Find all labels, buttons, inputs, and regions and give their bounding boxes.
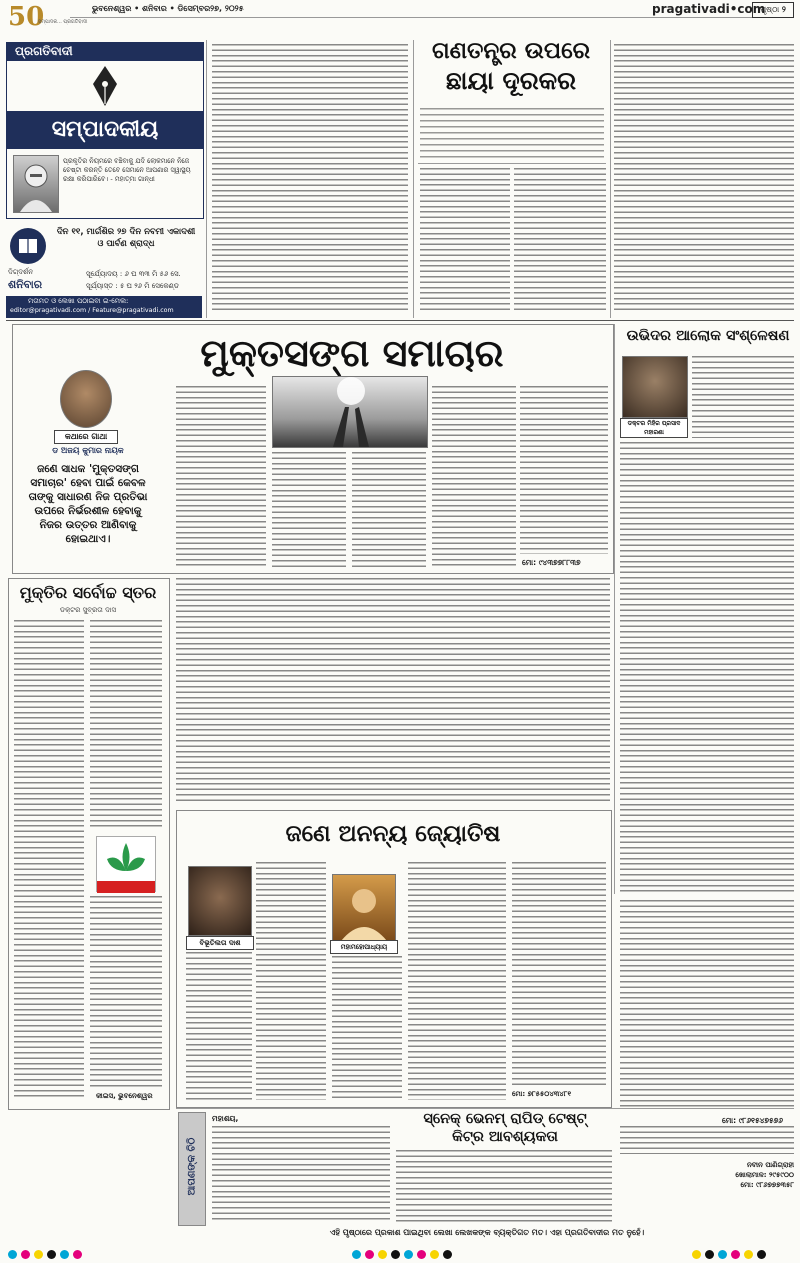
registration-marks-center xyxy=(350,1244,454,1263)
signature-phone: ମୋ: ୯୮୬୭୭୭୩୫୮ xyxy=(740,1181,794,1189)
column-divider xyxy=(614,324,615,894)
site-name[interactable]: pragativadi•com xyxy=(652,2,766,16)
feedback-label: ମତାମତ ଓ ଲେଖା ପଠାଇବା ଇ-ମେଲ: xyxy=(28,297,129,305)
editorial-headline-line2: ଛାୟା ଦୂରକର xyxy=(445,66,577,95)
disclaimer: ଏହି ପୃଷ୍ଠାରେ ପ୍ରକାଶ ପାଇଥିବା ଲେଖା ଲେଖକଙ୍କ ବ୍ୟକ୍ତିଗତ ମତ। ଏହା ପ୍ରଗତିବାଦୀର ମତ ନୁହେଁ। xyxy=(329,1228,645,1237)
side-author-name: ଡକ୍ଟର ମିହିର ପ୍ରସାଦ ମହାରଣା xyxy=(620,418,688,438)
feedback-bar xyxy=(6,296,202,318)
side-feature-col-top xyxy=(692,356,794,438)
feature-main-col5 xyxy=(520,386,608,554)
editorial-deck-rule xyxy=(418,163,606,164)
anniversary-caption: ସମ୍ପାଦକ... ପ୍ରଗତିବାଦୀ xyxy=(38,19,88,25)
column-divider xyxy=(413,40,414,318)
anniversary-number: 50 xyxy=(8,2,45,32)
mukti-col2-bottom xyxy=(90,896,162,1088)
author-name: ଡ ଅଜୟ କୁମାର ନାୟକ xyxy=(52,446,124,455)
editorial-body-col1 xyxy=(420,168,510,314)
letters-col2 xyxy=(396,1150,612,1222)
mukti-author: ଡକ୍ଟର ସୁବ୍ରତା ଦାସ xyxy=(59,606,117,614)
sunrise-time: ସୂର୍ଯ୍ୟୋଦୟ : ୬ ଘ ୩୩ ମି ୫୬ ସେ. xyxy=(86,270,181,278)
editorial-body-col2 xyxy=(514,168,606,314)
jyotish-col1 xyxy=(256,862,326,1100)
anniversary-logo xyxy=(8,2,88,32)
side-feature-col-lower xyxy=(620,900,794,1110)
feature-main-end-mark: ମୋ: ୯୪୩୭୭୮୮୩୭ xyxy=(522,558,581,567)
registration-marks-right xyxy=(690,1244,768,1263)
jyotish-headline: ଜଣେ ଅନନ୍ୟ ଜ୍ୟୋତିଷ xyxy=(285,820,501,847)
letters-side-label xyxy=(178,1112,206,1226)
jyotish-author-photo xyxy=(188,866,252,936)
jyotish-col0 xyxy=(186,952,252,1100)
jyotish-end-mark: ମୋ: ୭୮୫୫୦୪୩୪୮୧ xyxy=(512,1090,572,1098)
registration-marks-left xyxy=(6,1244,84,1263)
letters-rule xyxy=(176,1108,794,1109)
mukti-end-mark: କୀଇସ, ଭୁବନେଶ୍ୱର xyxy=(96,1092,153,1100)
page-label-text: ପୃଷ୍ଠା xyxy=(760,5,780,14)
letters-headline xyxy=(396,1110,614,1146)
book-icon xyxy=(10,228,46,264)
feature-main-col1 xyxy=(176,386,266,568)
paper-name-banner xyxy=(7,43,203,61)
masthead-panel xyxy=(6,42,204,219)
center-lower-col xyxy=(176,578,610,804)
letters-col1 xyxy=(212,1126,390,1222)
side-feature-headline: ଉଭିଦର ଆଲୋକ ସଂଶ୍ଳେଷଣ xyxy=(626,327,790,344)
header-rule xyxy=(70,17,790,18)
section-title: ସମ୍ପାଦକୀୟ xyxy=(51,116,159,142)
jyotish-col4 xyxy=(512,862,606,1086)
gandhi-quote: ପ୍ରକୃତିର ନିୟମରେ ବଞ୍ଚିବାକୁ ଯଦି ଲୋକମାନେ ନିଜେ ଚେଷ୍ଟା କରନ୍ତି ତେବେ ସେମାନେ ଆପଣାର ସ୍ୱାସ୍ଥ୍ୟ ରକ୍ଷା କରିପାରିବେ। - ମହାତ୍ମା ଗାନ୍ଧୀ xyxy=(63,157,191,183)
jyotish-col2 xyxy=(332,956,402,1100)
editorial-deck xyxy=(420,108,604,160)
panjika-text: ଦିନ ୧୧, ମାର୍ଗଶିର ୨୭ ଦିନ ନବମୀ ଏକାଦଶୀ ଓ ପାର୍ବଣ ଶ୍ରାଦ୍ଧ xyxy=(56,227,196,249)
side-feature-col-body xyxy=(620,442,794,892)
hands-sky-photo xyxy=(272,376,428,448)
section-title-banner xyxy=(7,111,203,149)
author-tag: କଥାରେ ଗାଥା xyxy=(54,430,118,444)
author-photo xyxy=(60,370,112,428)
astrologer-caption: ମହାମହୋପାଧ୍ୟାୟ xyxy=(330,940,398,954)
day-name: ଶନିବାର xyxy=(8,278,43,291)
pen-nib-icon xyxy=(91,66,119,106)
mukti-col2-top xyxy=(90,620,162,830)
feature-main-col4 xyxy=(432,386,516,568)
right-column-text xyxy=(614,44,794,314)
signature-place: ଖୋଲାମାଳ: ୨୯୫୯୦୦ xyxy=(735,1171,794,1179)
day-label: ଦିଗ୍‌ଦର୍ଶନ xyxy=(8,268,34,276)
section-rule xyxy=(6,320,794,321)
mukti-col1 xyxy=(14,620,84,1100)
astrologer-portrait xyxy=(332,874,396,942)
dateline: ଭୁବନେଶ୍ୱର • ଶନିବାର • ଡିସେମ୍ବର୨୭, ୨୦୨୫ xyxy=(92,4,244,13)
pull-quote: ଜଣେ ସାଧକ 'ମୁକ୍ତସଙ୍ଗ ସମାଚାର' ହେବା ପାଇଁ କେବଳ ତାଙ୍କୁ ସାଧାରଣ ନିଜ ପ୍ରତିଭା ଉପରେ ନିର୍ଭରଶୀଳ ହେବାକୁ ନିଜର ଉତ୍ତର ଆଣିବାକୁ ହୋଇଥାଏ। xyxy=(28,463,148,545)
page-number: ୨ xyxy=(781,5,786,14)
feature-main-headline: ମୁକ୍ତସଙ୍ଗ ସମାଚାର xyxy=(200,330,504,375)
gandhi-portrait xyxy=(13,155,59,213)
paper-name: ପ୍ରଗତିବାଦୀ xyxy=(15,44,73,58)
mukti-headline: ମୁକ୍ତିର ସର୍ବୋଚ୍ଚ ସ୍ତର xyxy=(19,583,157,602)
page-label xyxy=(752,2,794,18)
editorial-headline-line1: ଗଣତନ୍ତ୍ର ଉପରେ xyxy=(431,37,591,64)
letters-headline-line1: ସ୍ନେକ୍ ଭେନମ୍ ରାପିଡ୍ ଟେଷ୍ଟ୍ xyxy=(423,1110,587,1127)
editorial-headline xyxy=(418,36,604,96)
editorial-left-column xyxy=(212,44,408,314)
column-divider xyxy=(206,40,207,318)
sunset-time: ସୂର୍ଯ୍ୟାସ୍ତ : ୫ ଘ ୨୬ ମି ସେକେଣ୍ଡ xyxy=(86,282,179,290)
letters-col3 xyxy=(620,1126,794,1154)
side-author-photo xyxy=(622,356,688,418)
jyotish-col3 xyxy=(408,862,506,1100)
jyotish-author-name: ବିଭୂତିଲତା ଦାଶ xyxy=(186,936,254,950)
feature-main-col3 xyxy=(352,452,426,568)
side-feature-end-mark: ମୋ: ୯୮୬୧୫୪୭୫୭୬ xyxy=(722,1116,784,1125)
signature-name: ନବୀନ ପାଣିଗ୍ରାହୀ xyxy=(746,1161,794,1169)
letters-headline-line2: କିଟ୍‌ର ଆବଶ୍ୟକତା xyxy=(452,1128,558,1145)
column-divider xyxy=(610,40,611,318)
letters-side-label-text: ଆପଣଙ୍କ ଚିଠି xyxy=(186,1137,198,1196)
feedback-email[interactable]: editor@pragativadi.com / Feature@pragativadi.com xyxy=(10,307,174,314)
lotus-logo xyxy=(96,836,156,892)
letters-salutation: ମହାଶୟ, xyxy=(212,1114,239,1123)
letters-signature xyxy=(680,1160,794,1190)
feature-main-col2 xyxy=(272,452,346,568)
